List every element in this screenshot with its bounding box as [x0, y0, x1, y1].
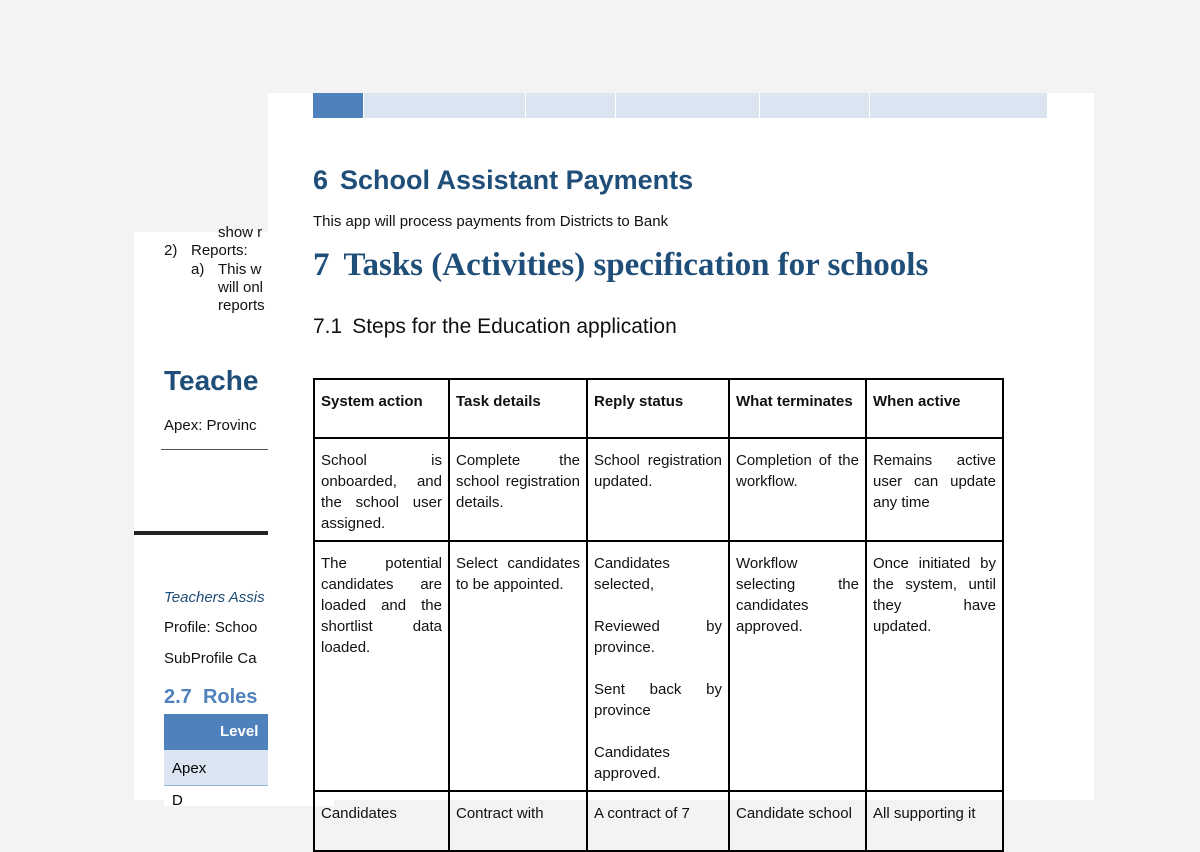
- heading-number: 7.1: [313, 315, 343, 338]
- header-table-cell: [313, 93, 363, 118]
- roles-section-title: Roles: [202, 686, 258, 708]
- table-cell: Remains active user can update any time: [866, 438, 1003, 541]
- column-header: Reply status: [587, 379, 729, 438]
- column-header: Task details: [449, 379, 587, 438]
- table-header-row: [314, 379, 1003, 438]
- list-number: 2): [164, 242, 178, 259]
- roles-table-row: Apex: [164, 750, 334, 786]
- header-table-cell: [616, 93, 759, 118]
- column-header: What terminates: [729, 379, 866, 438]
- list-item-label: Reports:: [191, 242, 248, 259]
- column-header: System action: [314, 379, 449, 438]
- cell-paragraph: A contract of 7: [594, 805, 690, 822]
- table-cell: Completion of the workflow.: [729, 438, 866, 541]
- roles-table-header: Level: [164, 714, 334, 750]
- table-cell: Candidate school: [729, 791, 866, 851]
- table-cell: School is onboarded, and the school user assigned.: [314, 438, 449, 541]
- heading-school-assistant-payments: [313, 165, 693, 196]
- header-table-cell: [364, 93, 525, 118]
- profile-line: Profile: Schoo: [164, 619, 258, 636]
- table-cell: [587, 791, 729, 851]
- apex-line: Apex: Provinc: [164, 417, 257, 434]
- heading-number: 7: [313, 247, 330, 283]
- sub-item-line-3: reports: [218, 297, 265, 314]
- heading-tasks-specification: [313, 247, 928, 284]
- table-cell: Select candidates to be appointed.: [449, 541, 587, 791]
- table-cell: The potential candidates are loaded and the shortlist data loaded.: [314, 541, 449, 791]
- table-cell: Once initiated by the system, until they have updated.: [866, 541, 1003, 791]
- table-cell: All supporting it: [866, 791, 1003, 851]
- header-table-cell: [760, 93, 869, 118]
- sub-item-line-2: will onl: [218, 279, 264, 296]
- document-page: [268, 93, 1094, 822]
- table-row: [314, 541, 1003, 791]
- section-heading: Teache: [164, 365, 259, 396]
- tasks-specification-table: [313, 378, 1004, 852]
- table-cell: Contract with: [449, 791, 587, 851]
- cell-paragraph: Candidates approved.: [594, 744, 670, 782]
- table-row: [314, 791, 1003, 851]
- roles-table-row: D: [164, 786, 334, 806]
- sub-item-line-1: This w: [218, 261, 262, 278]
- sub-list-letter: a): [191, 261, 205, 278]
- cell-paragraph: Reviewed by province.: [594, 618, 722, 656]
- column-header: When active: [866, 379, 1003, 438]
- heading-text: School Assistant Payments: [340, 165, 694, 195]
- truncated-line: show r: [218, 224, 263, 241]
- table-cell: Candidates: [314, 791, 449, 851]
- cell-paragraph: Candidates selected,: [594, 555, 670, 593]
- heading-number: 6: [313, 165, 329, 195]
- table-cell: Complete the school registration details.: [449, 438, 587, 541]
- table-row: [314, 438, 1003, 541]
- header-table-cell: [870, 93, 1047, 118]
- table-cell: [587, 438, 729, 541]
- table-cell: Workflow selecting the candidates approved.: [729, 541, 866, 791]
- header-table-cell: [526, 93, 615, 118]
- table-cell: [587, 541, 729, 791]
- heading-text: Steps for the Education application: [352, 315, 677, 338]
- heading-text: Tasks (Activities) specification for schools: [343, 247, 929, 283]
- roles-section-number: 2.7: [164, 686, 192, 708]
- italic-caption: Teachers Assis: [164, 589, 265, 606]
- cell-paragraph: Sent back by province: [594, 681, 722, 719]
- subprofile-line: SubProfile Ca: [164, 650, 257, 667]
- roles-section-heading: [164, 686, 257, 709]
- subheading-steps: [313, 315, 677, 339]
- paragraph: This app will process payments from Districts to Bank: [313, 213, 669, 230]
- cell-paragraph: School registration updated.: [594, 452, 722, 490]
